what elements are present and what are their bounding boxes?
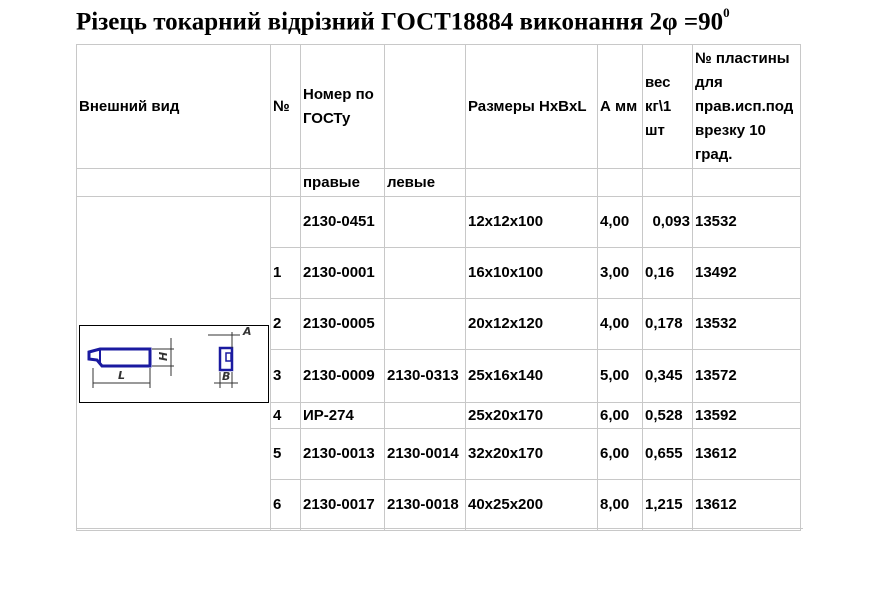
row-size: 16x10x100: [466, 248, 598, 299]
l-label: L: [118, 368, 126, 382]
subheader-empty-6: [693, 169, 801, 197]
row-weight: 0,655: [643, 429, 693, 480]
header-gost-number: Номер по ГОСТу: [301, 45, 385, 169]
header-row: [77, 45, 801, 169]
tool-drawing: [79, 325, 269, 403]
row-num: 3: [271, 350, 301, 403]
row-plate: 13532: [693, 299, 801, 350]
row-plate: 13612: [693, 429, 801, 480]
row-a: 6,00: [598, 403, 643, 429]
header-a-mm: А мм: [598, 45, 643, 169]
h-label: H: [157, 351, 170, 361]
header-gost-left: [385, 45, 466, 169]
row-weight: 0,528: [643, 403, 693, 429]
subheader-left: левые: [385, 169, 466, 197]
table-bottom-rule: [76, 528, 803, 529]
cutter-insert: [226, 353, 231, 361]
row-weight: 0,093: [643, 197, 693, 248]
header-sizes: Размеры HxBxL: [466, 45, 598, 169]
row-size: 40x25x200: [466, 480, 598, 531]
subheader-empty-3: [466, 169, 598, 197]
cutter-end-view: [208, 326, 252, 388]
row-left: 2130-0313: [385, 350, 466, 403]
row-plate: 13592: [693, 403, 801, 429]
row-size: 32x20x170: [466, 429, 598, 480]
row-num: 1: [271, 248, 301, 299]
b-label: B: [222, 369, 231, 383]
row-weight: 1,215: [643, 480, 693, 531]
row-a: 5,00: [598, 350, 643, 403]
row-left: [385, 299, 466, 350]
row-num: 2: [271, 299, 301, 350]
header-plate: № пластины для прав.исп.под врезку 10 град.: [693, 45, 801, 169]
title-text: Різець токарний відрізний ГОСТ18884 виконання 2φ =90: [76, 8, 724, 36]
row-weight: 0,345: [643, 350, 693, 403]
row-a: 8,00: [598, 480, 643, 531]
header-number: №: [271, 45, 301, 169]
row-a: 4,00: [598, 299, 643, 350]
title-superscript: 0: [723, 5, 730, 20]
row-left: 2130-0014: [385, 429, 466, 480]
row-num: 4: [271, 403, 301, 429]
header-appearance: Внешний вид: [77, 45, 271, 169]
row-num: 5: [271, 429, 301, 480]
subheader-empty-2: [271, 169, 301, 197]
subheader-empty-1: [77, 169, 271, 197]
row-right: 2130-0013: [301, 429, 385, 480]
row-left: [385, 403, 466, 429]
cutter-side-view: [89, 338, 174, 388]
row-left: 2130-0018: [385, 480, 466, 531]
row-right: 2130-0001: [301, 248, 385, 299]
row-size: 20x12x120: [466, 299, 598, 350]
row-num: 6: [271, 480, 301, 531]
cutter-body: [89, 349, 150, 366]
row-right: ИР-274: [301, 403, 385, 429]
row-plate: 13532: [693, 197, 801, 248]
row-left: [385, 197, 466, 248]
row-size: 25x20x170: [466, 403, 598, 429]
page-title: [76, 5, 730, 36]
row-weight: 0,178: [643, 299, 693, 350]
row-plate: 13572: [693, 350, 801, 403]
row-right: 2130-0005: [301, 299, 385, 350]
subheader-right: правые: [301, 169, 385, 197]
row-a: 6,00: [598, 429, 643, 480]
table-row: [77, 197, 801, 248]
row-weight: 0,16: [643, 248, 693, 299]
subheader-row: [77, 169, 801, 197]
row-left: [385, 248, 466, 299]
row-num: [271, 197, 301, 248]
spec-table: [76, 44, 801, 531]
row-a: 4,00: [598, 197, 643, 248]
row-size: 12x12x100: [466, 197, 598, 248]
row-right: 2130-0017: [301, 480, 385, 531]
row-size: 25x16x140: [466, 350, 598, 403]
a-label: A: [243, 325, 252, 338]
header-weight: вес кг\1 шт: [643, 45, 693, 169]
row-right: 2130-0009: [301, 350, 385, 403]
subheader-empty-5: [643, 169, 693, 197]
row-plate: 13492: [693, 248, 801, 299]
tool-drawing-svg: [80, 326, 268, 402]
subheader-empty-4: [598, 169, 643, 197]
row-right: 2130-0451: [301, 197, 385, 248]
row-a: 3,00: [598, 248, 643, 299]
row-plate: 13612: [693, 480, 801, 531]
appearance-cell: [77, 197, 271, 531]
